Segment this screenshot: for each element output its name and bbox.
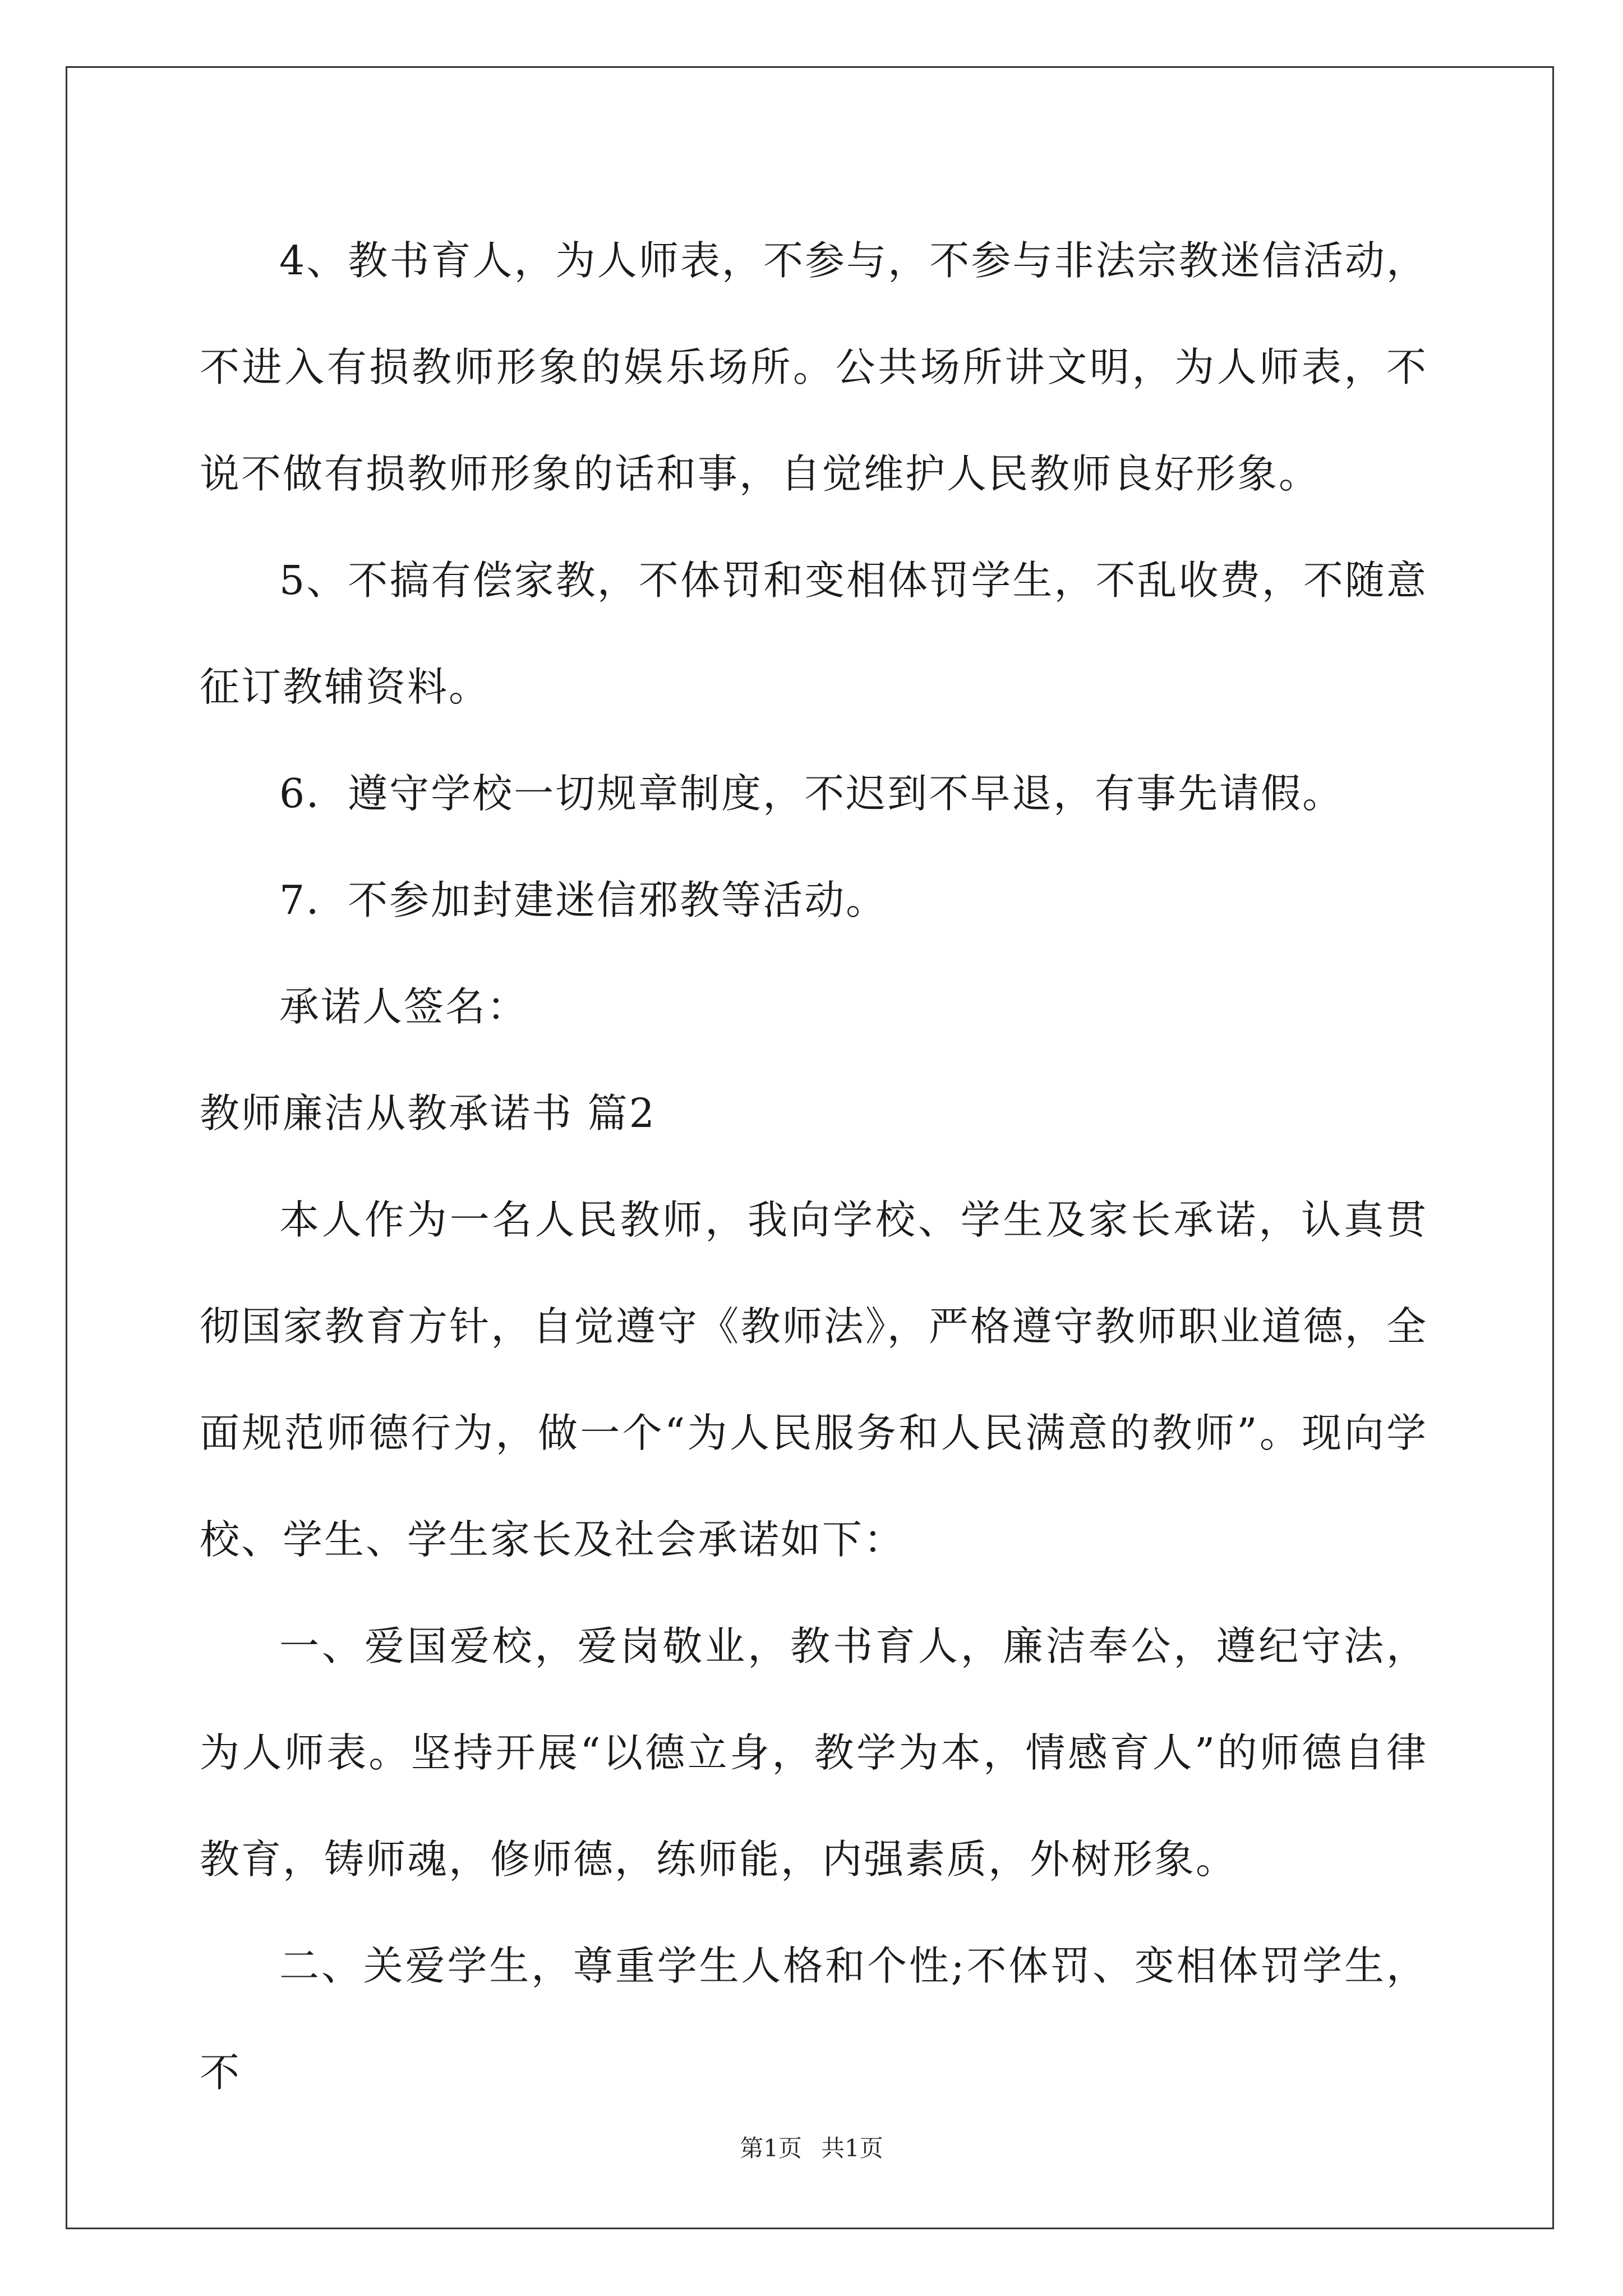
page-number: 第1页 [740, 2134, 802, 2162]
paragraph-item-4: 4、教书育人，为人师表，不参与，不参与非法宗教迷信活动，不进入有损教师形象的娱乐场所。公共场所讲文明，为人师表，不说不做有损教师形象的话和事，自觉维护人民教师良好形象。 [200, 237, 1428, 497]
paragraph-item-5: 5、不搞有偿家教，不体罚和变相体罚学生，不乱收费，不随意征订教辅资料。 [200, 557, 1428, 710]
page-footer [0, 2132, 1623, 2165]
paragraph-item-two: 二、关爱学生，尊重学生人格和个性;不体罚、变相体罚学生，不 [200, 1943, 1428, 2096]
document-body [200, 208, 1428, 2126]
section-heading: 教师廉洁从教承诺书 篇2 [200, 1090, 656, 1137]
intro-paragraph: 本人作为一名人民教师，我向学校、学生及家长承诺，认真贯彻国家教育方针，自觉遵守《教师法》，严格遵守教师职业道德，全面规范师德行为，做一个“为人民服务和人民满意的教师”。现向学校、学生、学生家长及社会承诺如下： [200, 1197, 1428, 1563]
paragraph-item-one: 一、爱国爱校，爱岗敬业，教书育人，廉洁奉公，遵纪守法，为人师表。坚持开展“以德立身，教学为本，情感育人”的师德自律教育，铸师魂，修师德，练师能，内强素质，外树形象。 [200, 1623, 1428, 1883]
signature-line: 承诺人签名： [279, 983, 529, 1030]
paragraph-item-6: 6．遵守学校一切规章制度，不迟到不早退，有事先请假。 [279, 770, 1344, 817]
paragraph-item-7: 7．不参加封建迷信邪教等活动。 [279, 877, 888, 923]
page-total: 共1页 [821, 2134, 883, 2162]
